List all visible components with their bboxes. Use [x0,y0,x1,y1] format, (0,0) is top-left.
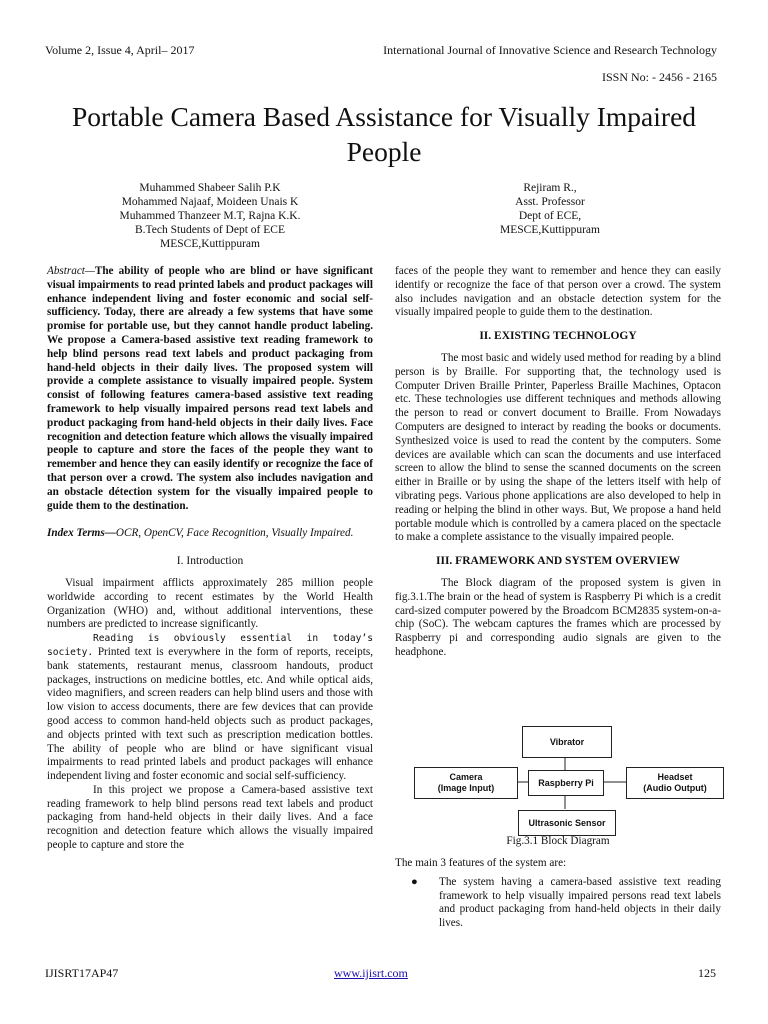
author-line: Muhammed Shabeer Salih P.K [139,182,281,194]
headset-label: Headset [657,772,693,782]
index-terms [47,527,373,541]
author-line: Mohammed Najaaf, Moideen Unais K [121,196,299,208]
page-number: 125 [698,966,716,980]
camera-sublabel: (Image Input) [437,783,495,793]
intro-paragraph-1: Visual impairment afflicts approximately 285 million people worldwide according to recent estimates by the World Health Organization (WHO) and, without additional interventions, these numbers are predicted to increase significantly. [47,576,373,631]
paper-title: Portable Camera Based Assistance for Visually Impaired People [71,101,697,167]
volume-info: Volume 2, Issue 4, April– 2017 [45,43,195,57]
paper-id: IJISRT17AP47 [45,966,119,980]
author-line: Rejiram R., [523,182,577,194]
author-affiliation: B.Tech Students of Dept of ECE [135,224,285,236]
camera-label: Camera [449,772,483,782]
author-affiliation: MESCE,Kuttippuram [500,224,600,236]
feature-1-text: The system having a camera-based assistive text reading framework to help visually impaired persons read text labels and product packaging from hand-held objects in their daily lives. [439,875,721,930]
authors-students [80,181,340,251]
intro-paragraph-2-body: Printed text is everywhere in the form of reports, receipts, bank statements, restaurant menus, classroom handouts, product packages, instructions on medicine bottles, etc. And while optical aids, video magnifiers, and screen readers can help blind users and those with low vision to access documents, there are few devices that can provide good access to common hand-held objects such as product packages, and objects printed with text such as prescription medication bottles. The ability of people who are blind or have significant visual impairments to read printed labels and product packages will enhance independent living and foster economic and social self-sufficiency. [47,645,373,783]
features-intro: The main 3 features of the system are: [395,857,567,869]
camera-block [414,767,518,799]
issn: ISSN No: - 2456 - 2165 [601,70,717,84]
journal-name: International Journal of Innovative Science and Research Technology [383,43,717,57]
right-column [395,265,721,660]
intro-continuation: faces of the people they want to remember and hence they can easily identify or recognize the face of that person over a crowd. The system also includes navigation and an obstacle detection system for the visually impaired people to guide them to the destination. [395,265,721,319]
author-title: Asst. Professor [515,196,585,208]
raspberry-pi-label: Raspberry Pi [538,777,594,788]
vibrator-label: Vibrator [549,736,585,747]
left-column [47,265,373,853]
ultrasonic-sensor-label: Ultrasonic Sensor [528,817,606,828]
headset-sublabel: (Audio Output) [643,783,707,793]
ultrasonic-sensor-block [518,810,616,836]
index-terms-text: OCR, OpenCV, Face Recognition, Visually Impaired. [115,527,354,540]
figure-caption: Fig.3.1 Block Diagram [506,835,610,847]
index-terms-label: Index Terms— [47,527,116,540]
journal-website-link[interactable]: www.ijisrt.com [334,966,408,980]
abstract [47,265,373,513]
author-affiliation: Dept of ECE, [518,210,582,222]
section-heading-framework: III. FRAMEWORK AND SYSTEM OVERVIEW [436,555,680,568]
bullet-marker: ● [411,875,418,888]
framework-paragraph: The Block diagram of the proposed system is given in fig.3.1.The brain or the head of system is Raspberry Pi which is a credit card-sized computer powered by the Broadcom BCM2835 system-on-a-chip (SoC). The webcam captures the frames which are processed by Raspberry pi and corresponding audio signals are given to the headphone. [395,576,721,658]
features-section [395,857,721,931]
intro-paragraph-2 [47,632,373,784]
authors-faculty [450,181,650,237]
feature-list-item [395,876,721,931]
intro-paragraph-2-lead: Reading is obviously essential in today’s society. [47,633,373,658]
intro-paragraph-3: In this project we propose a Camera-based assistive text reading framework to help blind persons read text labels and product packaging from hand-held objects in their daily lives. And a face recognition and detection feature which allows the visually impaired people to capture and store the [47,783,373,852]
abstract-label: Abstract— [47,265,95,277]
vibrator-block [522,726,612,758]
author-affiliation: MESCE,Kuttippuram [160,238,260,250]
headset-block [626,767,724,799]
author-line: Muhammed Thanzeer M.T, Rajna K.K. [119,210,301,222]
block-diagram [412,724,726,836]
existing-technology-paragraph: The most basic and widely used method for reading by a blind person is by Braille. For supporting that, the technology used is Computer Driven Braille Printer, Paperless Braille Machines, Optacon etc. These technologies use different techniques and methods allowing the person to read or convert document to Braille. From Nowadays Computers are designed to interact by reading the books or documents. Synthesized voice is used to read the content by the computers. Some devices are available which can scan the documents and use interfaced screen to allow the blind to sense the scanned documents on the screen either in Braille or by using the shape of the letters itself with help of vibrating pegs. Various phone applications are also developed to help in reading or helping the blind in other ways. But, We propose a hand held portable module which is controlled by a camera placed on the spectacle to make a complete assistance to the visually impaired people. [395,351,721,544]
raspberry-pi-block [528,770,604,796]
abstract-text: The ability of people who are blind or have significant visual impairments to read printed labels and product packages will enhance independent living and foster economic and social self-sufficiency. Today, there are already a few systems that have some promise for portable use, but they cannot handle product labeling. We propose a Camera-based assistive text reading framework to help blind persons read text labels and product packaging from hand-held objects in their daily lives. The proposed system will provide a complete assistance to visually impaired people. System consist of following features camera-based assistive text reading framework to help visually impaired persons read text labels and product packaging from hand-held objects in their daily lives. Face recognition and detection feature which allows the visually impaired people to capture and store the faces of the people they want to remember and hence they can easily identify or recognize the face of that person over a crowd. The system also includes navigation and an obstacle détection system for the visually impaired people to guide them to the destination. [47,265,373,512]
section-heading-introduction: I. Introduction [176,555,244,568]
section-heading-existing-technology: II. EXISTING TECHNOLOGY [479,330,637,343]
